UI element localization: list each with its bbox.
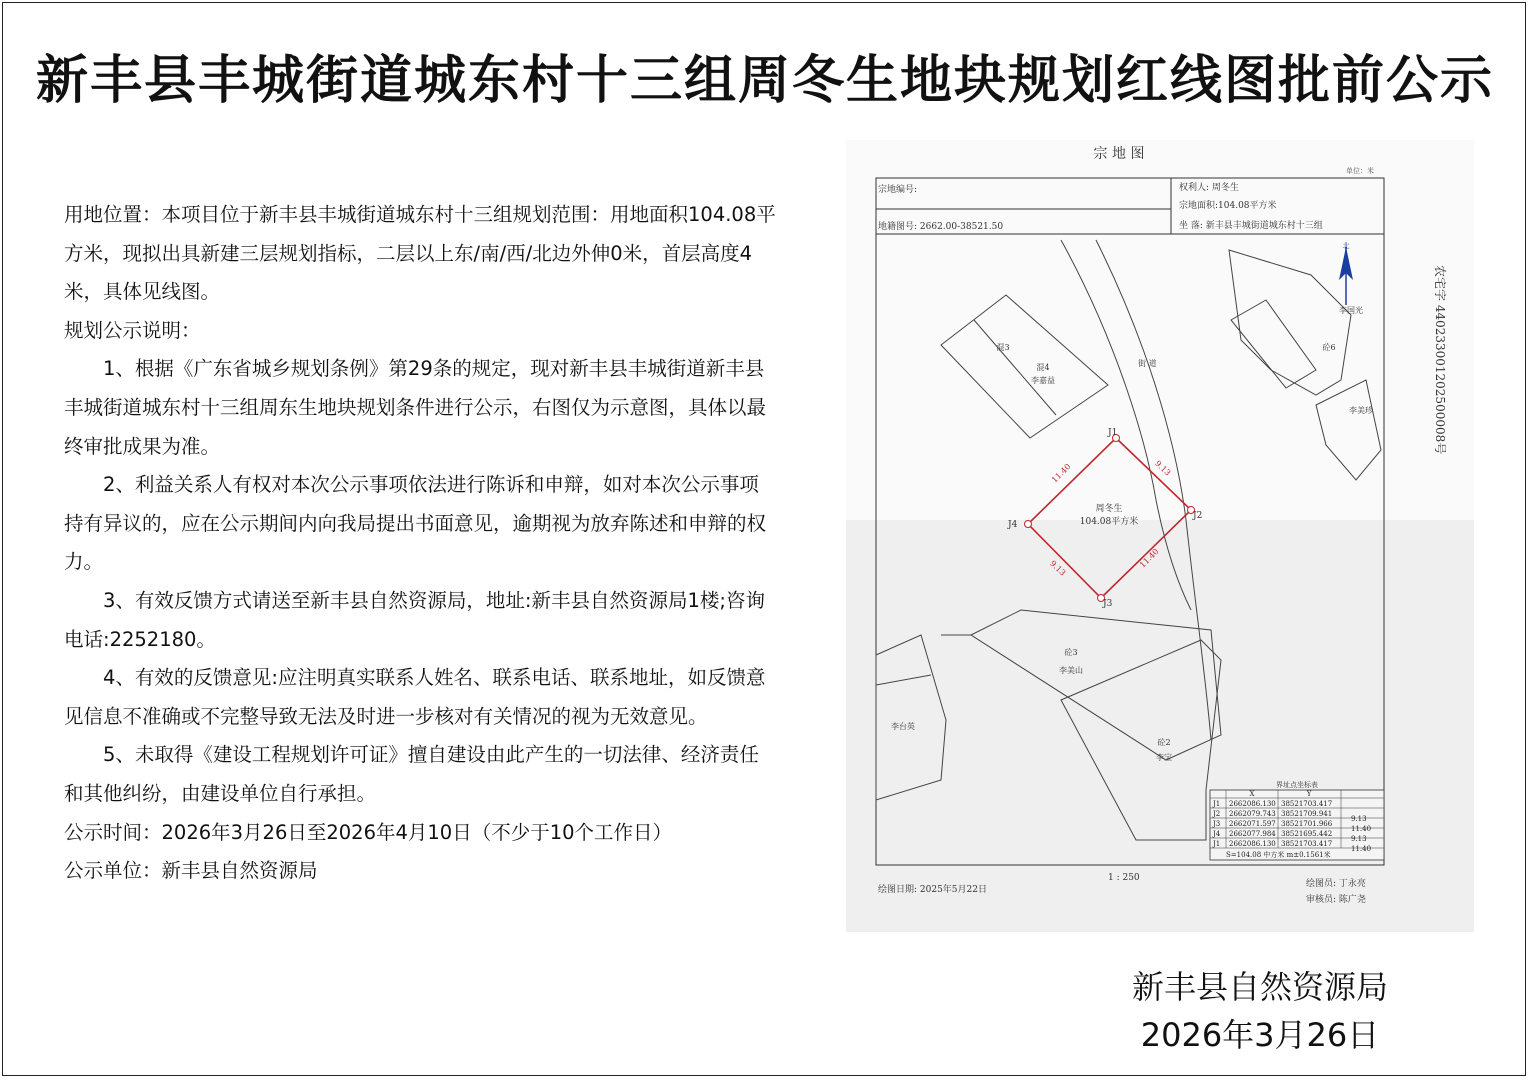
map-label-h4-name: 李嘉益 [1031,376,1055,385]
note-item-4: 4、有效的反馈意见:应注明真实联系人姓名、联系电话、联系地址，如反馈意见信息不准确或不完整导致无法及时进一步核对有关情况的视为无效意见。 [64,666,766,728]
map-label-z2-name: 李宝 [1156,753,1172,762]
point-j3: J3 [1103,599,1113,609]
coord-r1-y: 38521703.417 [1281,800,1333,808]
parcel-area-label: 104.08平方米 [1079,517,1139,527]
map-label-z3: 砼3 [1064,648,1078,657]
coord-r1-x: 2662086.130 [1229,800,1276,808]
notice-unit: 公示单位：新丰县自然资源局 [64,859,318,883]
point-j2: J2 [1193,511,1203,521]
map-sheet-no: 地籍图号: 2662.00-38521.50 [878,222,1004,232]
map-label-h3: 混3 [996,343,1010,352]
edge-label-1: 11.40 [1049,461,1073,485]
north-label: 北 [1342,242,1350,250]
note-item-2: 2、利益关系人有权对本次公示事项依法进行陈诉和申辩，如对本次公示事项持有异议的，应在公示期间内向我局提出书面意见，逾期视为放弃陈述和申辩的权力。 [64,473,767,574]
map-label-z6: 砼6 [1322,343,1336,352]
map-scale: 1 : 250 [1108,873,1140,883]
map-unit-note: 单位：米 [1346,167,1374,175]
location-text: 用地位置：本项目位于新丰县丰城街道城东村十三组规划范围：用地面积104.08平方米，现拟出具新建三层规划指标，二层以上东/南/西/北边外伸0米，首层高度4米，具体见线图。 [64,203,776,304]
map-side-code: 农宅字 440233001202500008号 [1433,265,1447,455]
page-title: 新丰县丰城街道城东村十三组周冬生地块规划红线图批前公示 [35,51,1494,111]
coord-header-x: X [1249,790,1255,798]
edge-label-3: 11.40 [1137,546,1161,570]
map-draw-date: 绘图日期: 2025年5月22日 [878,885,987,895]
map-label-tr-name: 李美珍 [1349,406,1373,415]
notice-period: 公示时间：2026年3月26日至2026年4月10日（不少于10个工作日） [64,820,673,844]
coord-r3-pt: J3 [1213,820,1221,828]
map-label-z2: 砼2 [1157,738,1171,747]
coord-r2-y: 38521709.941 [1281,810,1333,818]
map-label-z6-name: 李国光 [1339,306,1363,315]
note-item-1: 1、根据《广东省城乡规划条例》第29条的规定，现对新丰县丰城街道新丰县丰城街道城东村十三组周东生地块规划条件进行公示，右图仅为示意图，具体以最终审批成果为准。 [64,357,767,458]
map-location: 坐 落: 新丰县丰城街道城东村十三组 [1179,221,1323,231]
map-owner: 权利人: 周冬生 [1179,183,1239,193]
coord-header-y: Y [1306,790,1312,798]
coord-r5-pt: J1 [1213,840,1221,848]
coord-r2-pt: J2 [1213,810,1221,818]
parcel-map-svg [846,140,1474,932]
map-heading: 宗 地 图 [1093,146,1145,162]
map-road: 街 道 [1138,359,1157,368]
coord-r4-y: 38521695.442 [1281,830,1333,838]
map-checker: 审核员: 陈广尧 [1306,895,1366,905]
coord-r3-y: 38521701.966 [1281,820,1333,828]
coord-r5-x: 2662086.130 [1229,840,1276,848]
coord-table-footer: S=104.08 中方米 m±0.1561米 [1226,851,1331,859]
coord-r3-len: 11.40 [1351,825,1372,833]
map-label-left-name: 李台英 [891,722,915,731]
point-j4: J4 [1008,520,1018,530]
map-drawer: 绘图员: 丁永亮 [1306,879,1366,889]
coord-r4-len: 9.13 [1351,835,1367,843]
coord-r2-x: 2662079.743 [1229,810,1276,818]
coord-r4-pt: J4 [1213,830,1221,838]
map-label-z3-name: 李美山 [1059,666,1083,675]
coord-r3-x: 2662071.597 [1229,820,1276,828]
parcel-owner-label: 周冬生 [1095,504,1123,514]
map-area: 宗地面积:104.08平方米 [1179,201,1277,211]
notice-body [64,196,776,891]
coord-table-title: 界址点坐标表 [1276,781,1318,789]
edge-label-4: 9.13 [1048,558,1068,578]
coord-r4-x: 2662077.984 [1229,830,1276,838]
coord-r2-len: 9.13 [1351,815,1367,823]
map-parcel-no-label: 宗地编号: [878,185,918,195]
coord-r1-pt: J1 [1213,800,1221,808]
note-item-3: 3、有效反馈方式请送至新丰县自然资源局，地址:新丰县自然资源局1楼;咨询电话:2252180。 [64,588,765,651]
edge-label-2: 9.13 [1153,458,1173,478]
footer-org: 新丰县自然资源局 [1131,968,1388,1006]
coord-r5-y: 38521703.417 [1281,840,1333,848]
coord-r5-len: 11.40 [1351,845,1372,853]
parcel-map [846,140,1474,932]
map-label-h4: 混4 [1036,363,1050,372]
footer-date: 2026年3月26日 [1140,1016,1380,1054]
notes-heading: 规划公示说明： [64,318,201,342]
note-item-5: 5、未取得《建设工程规划许可证》擅自建设由此产生的一切法律、经济责任和其他纠纷，由建设单位自行承担。 [64,743,759,805]
coord-table [1210,780,1384,860]
point-j1: J1 [1108,428,1118,438]
